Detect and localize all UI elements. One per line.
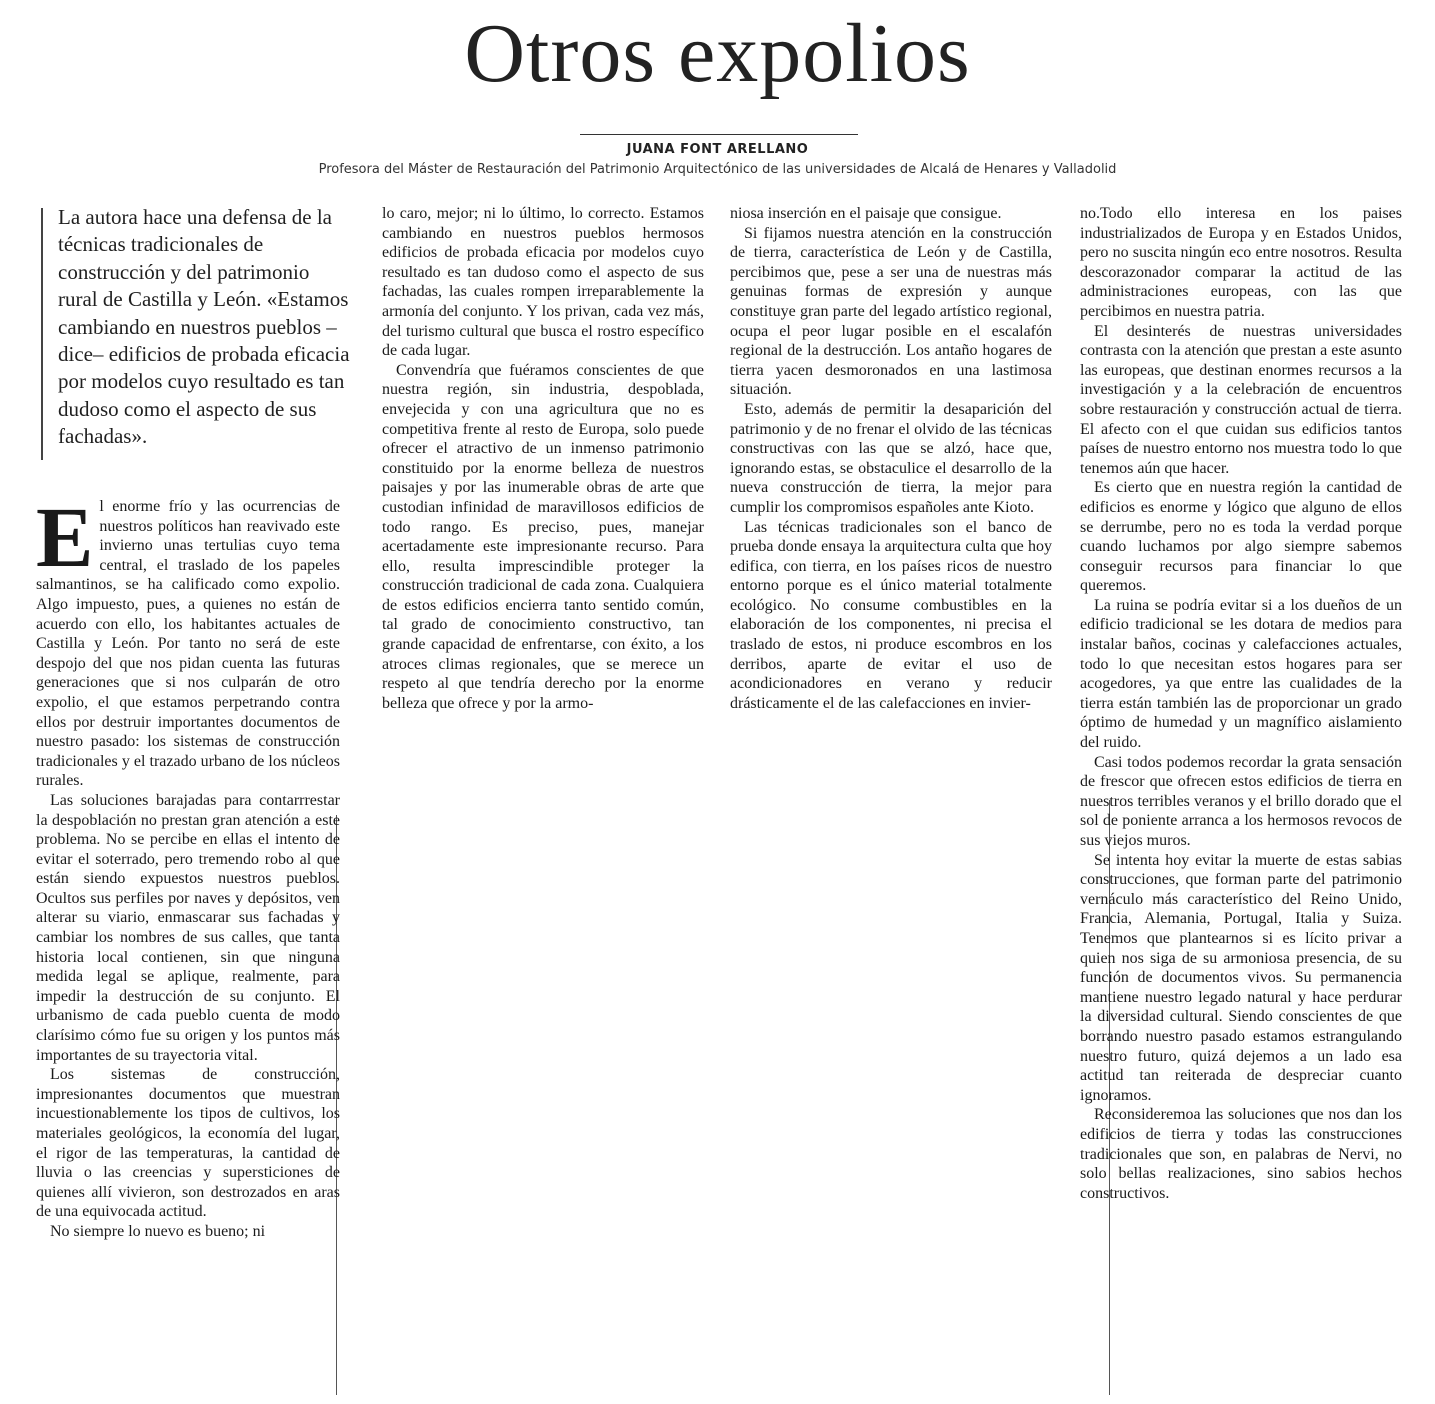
paragraph: Convendría que fuéramos conscientes de que nuestra región, sin industria, despoblada, envejecida y con una agricultura que no es competitiva frente al resto de Europa, solo puede ofrecer el atractivo de un inmenso patrimonio constituido por la enorme belleza de nuestros paisajes y por las inumerable obras de arte que custodian infinidad de maravillosos edificios de todo rango. Es preciso, pues, manejar acertadamente este impresionante recurso. Para ello, resulta imprescindible proteger la construcción tradicional de cada zona. Cualquiera de estos edificios encierra tanto sentido común, tal grado de conocimiento constructivo, tan grande capacidad de enfrentarse, con éxito, a los atroces climas regionales, que se merece un respeto al que tendría derecho por la enorme belleza que ofrece y por la armo- bbox=[382, 361, 704, 712]
paragraph bbox=[36, 489, 340, 791]
drop-cap: E bbox=[36, 489, 94, 585]
paragraph: Es cierto que en nuestra región la cantidad de edificios es enorme y lógico que alguno de ellos se derrumbe, pero no es toda la verdad porque cuando luchamos por algo siempre sabemos conseguir recursos para financiar lo que queremos. bbox=[1080, 479, 1402, 595]
paragraph: no.Todo ello interesa en los paises industrializados de Europa y en Estados Unidos, pero no suscita ningún eco entre nosotros. Resulta descorazonador comparar la actitud de las administraciones europeas, con las que percibimos en nuestra patria. bbox=[1080, 205, 1402, 320]
column-4 bbox=[1080, 204, 1402, 1203]
paragraph: La ruina se podría evitar si a los dueños de un edificio tradicional se les dotara de medios para instalar baños, cocinas y calefacciones actuales, todo lo que necesitan estos hogares para ser acogedores, ya que entre las cualidades de la tierra están también las de proporcionar un grado óptimo de humedad y un magnífico aislamiento del ruido. bbox=[1080, 596, 1402, 752]
paragraph: niosa inserción en el paisaje que consigue. bbox=[730, 205, 1002, 222]
summary-bar bbox=[41, 208, 43, 460]
paragraph: Si fijamos nuestra atención en la construcción de tierra, característica de León y de Castilla, percibimos que, pese a ser una de nuestras más genuinas formas de expresión y aunque constituye gran parte del legado artístico regional, ocupa el peor lugar posible en el escalafón regional de la destrucción. Los antaño hogares de tierra yacen desmoronados en una lastimosa situación. bbox=[730, 224, 1052, 399]
paragraph: Se intenta hoy evitar la muerte de estas sabias construcciones, que forman parte del patrimonio vernáculo más característico del Reino Unido, Francia, Alemania, Portugal, Italia y Suiza. Tenemos que plantearnos si es lícito privar a quien nos siga de su armoniosa presencia, de su función de documentos vivos. Su permanencia mantiene nuestro legado natural y hace perdurar la diversidad cultural. Siendo conscientes de que borrando nuestro pasado estamos estrangulando nuestro futuro, quizá dejemos a un lado esa actitud tan reiterada de despreciar cuanto ignoramos. bbox=[1080, 851, 1402, 1104]
column-3 bbox=[730, 204, 1052, 713]
paragraph: Las técnicas tradicionales son el banco de prueba donde ensaya la arquitectura culta que hoy edifica, con tierra, en los países ricos de nuestro entorno porque es el único material totalmente ecológico. No consume combustibles en la elaboración de los componentes, ni precisa el traslado de estos, ni produce escombros en los derribos, aparte de evitar el uso de acondicionadores en verano y reducir drásticamente el de las calefacciones en invier- bbox=[730, 518, 1052, 712]
article-title: Otros expolios bbox=[464, 7, 971, 100]
paragraph: lo caro, mejor; ni lo último, lo correcto. Estamos cambiando en nuestros pueblos hermosos edificios de probada eficacia por modelos cuyo resultado es tan dudoso como el aspecto de sus fachadas, las cuales rompen irreparablemente la armonía del conjunto. Y los privan, cada vez más, del turismo cultural que busca el rostro específico de cada lugar. bbox=[382, 205, 704, 360]
paragraph: El desinterés de nuestras universidades contrasta con la atención que prestan a este asunto las europeas, que destinan enormes recursos a la investigación y a la celebración de encuentros sobre restauración y construcción actual de tierra. El afecto con el que cuidan sus edificios tantos países de nuestro entorno nos muestra todo lo que tenemos aún que hacer. bbox=[1080, 322, 1402, 477]
paragraph-text: l enorme frío y las ocurrencias de nuestros políticos han reavivado este invierno unas tertulias cuyo tema central, el traslado de los papeles salmantinos, se ha calificado como expolio. Algo impuesto, pues, a quienes no están de acuerdo con ello, los habitantes actuales de Castilla y León. Por tanto no será de este despojo del que nos pidan cuenta las futuras generaciones que si nos culparán de otro expolio, el que estamos perpetrando contra ellos por destruir importantes documentos de nuestro pasado: los sistemas de construcción tradicionales y el trazado urbano de los núcleos rurales. bbox=[36, 498, 340, 790]
author-affiliation: Profesora del Máster de Restauración del Patrimonio Arquitectónico de las universidades de Alcalá de Henares y Valladolid bbox=[318, 162, 1117, 177]
paragraph: Reconsideremoa las soluciones que nos dan los edificios de tierra y todas las construcciones tradicionales que son, en palabras de Nervi, no solo bellas realizaciones, sino sabios hechos constructivos. bbox=[1080, 1106, 1402, 1202]
paragraph: Las soluciones barajadas para contarrrestar la despoblación no prestan gran atención a este problema. No se percibe en ellas el intento de evitar el soterrado, pero tremendo robo al que están siendo expuestos nuestros pueblos. Ocultos sus perfiles por naves y depósitos, ven alterar su viario, enmascarar sus fachadas y cambiar los nombres de sus calles, que tanta historia local contienen, sin que ninguna medida legal se aplique, realmente, para impedir la destrucción de su conjunto. El urbanismo de cada pueblo cuenta de modo clarísimo cómo fue su origen y los puntos más importantes de su trayectoria vital. bbox=[36, 791, 340, 1064]
author-name: JUANA FONT ARELLANO bbox=[626, 142, 809, 157]
paragraph: Esto, además de permitir la desaparición del patrimonio y de no frenar el olvido de las técnicas constructivas con las que se alzó, hace que, ignorando estas, se obstaculice el desarrollo de la nueva construcción de tierra, la mejor para cumplir los compromisos españoles ante Kioto. bbox=[730, 400, 1052, 516]
paragraph: Los sistemas de construcción, impresionantes documentos que muestran incuestionablemente los tipos de cultivos, los materiales geológicos, la economía del lugar, el rigor de las temperaturas, la cantidad de lluvia o las creencias y supersticiones de quienes allí vivieron, son destrozados en aras de una equivocada actitud. bbox=[36, 1066, 340, 1221]
title-divider bbox=[580, 134, 858, 135]
column-1 bbox=[36, 489, 340, 1242]
article-summary: La autora hace una defensa de la técnicas tradicionales de construcción y del patrimonio rural de Castilla y León. «Estamos cambiando en nuestros pueblos –dice– edificios de probada eficacia por modelos cuyo resultado es tan dudoso como el aspecto de sus fachadas». bbox=[58, 205, 350, 449]
paragraph: Casi todos podemos recordar la grata sensación de frescor que ofrecen estos edificios de tierra en nuestros terribles veranos y el brillo dorado que el sol de poniente arranca a los hermosos revocos de sus viejos muros. bbox=[1080, 753, 1402, 849]
column-2 bbox=[382, 204, 704, 713]
paragraph: No siempre lo nuevo es bueno; ni bbox=[50, 1222, 266, 1240]
